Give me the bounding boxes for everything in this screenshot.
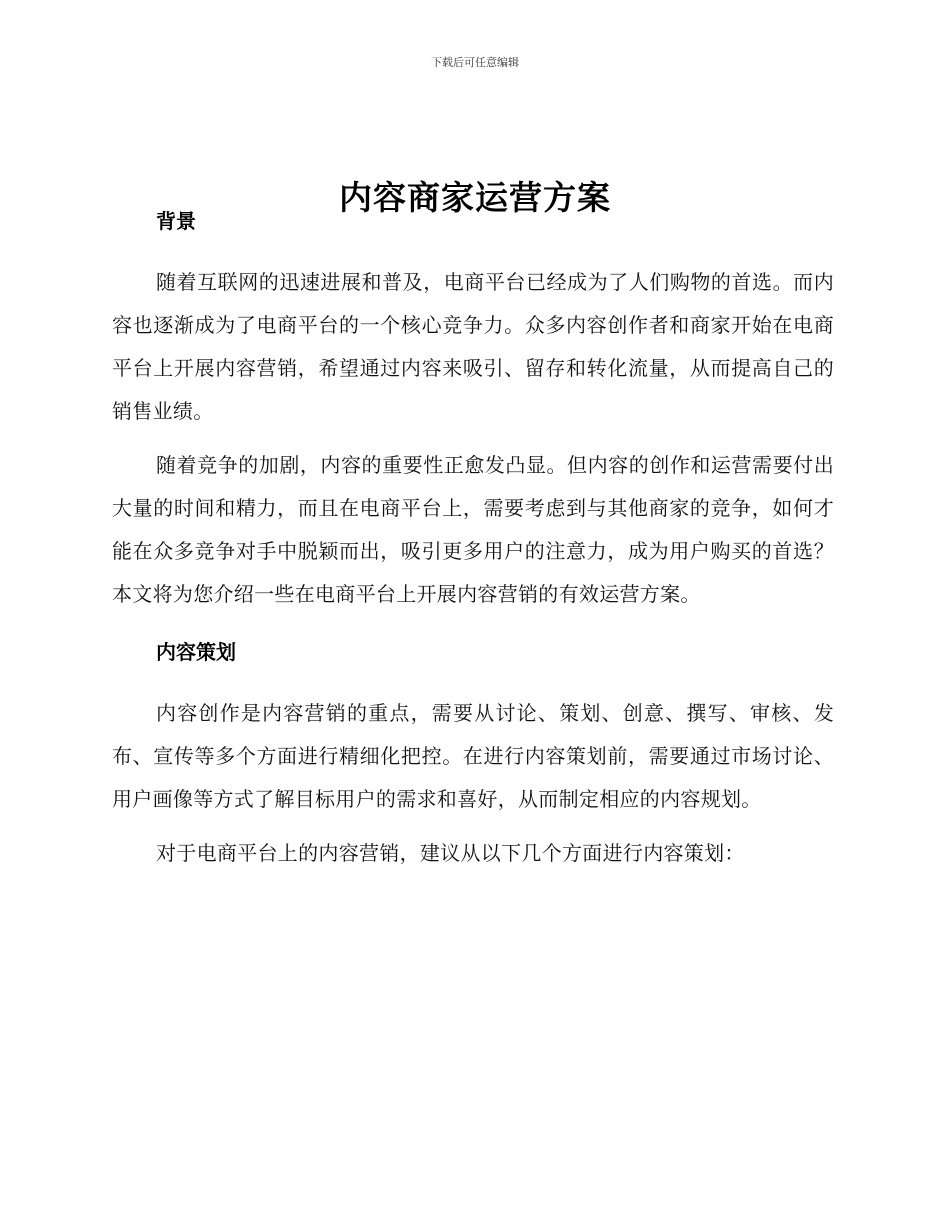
document-title: 内容商家运营方案 xyxy=(339,178,611,218)
paragraph-background-2: 随着竞争的加剧，内容的重要性正愈发凸显。但内容的创作和运营需要付出大量的时间和精力，而且在电商平台上，需要考虑到与其他商家的竞争，如何才能在众多竞争对手中脱颖而出，吸引更多用户的注意力，成为用户购买的首选？本文将为您介绍一些在电商平台上开展内容营销的有效运营方案。 xyxy=(112,453,834,606)
paragraph-content-planning-2: 对于电商平台上的内容营销，建议从以下几个方面进行内容策划： xyxy=(156,841,745,865)
section-heading-background: 背景 xyxy=(156,209,196,233)
paragraph-content-planning-1: 内容创作是内容营销的重点，需要从讨论、策划、创意、撰写、审核、发布、宣传等多个方面进行精细化把控。在进行内容策划前，需要通过市场讨论、用户画像等方式了解目标用户的需求和喜好，从而制定相应的内容规划。 xyxy=(112,701,834,811)
page-header-note: 下载后可任意编辑 xyxy=(431,56,519,69)
paragraph-background-1: 随着互联网的迅速进展和普及，电商平台已经成为了人们购物的首选。而内容也逐渐成为了电商平台的一个核心竞争力。众多内容创作者和商家开始在电商平台上开展内容营销，希望通过内容来吸引、留存和转化流量，从而提高自己的销售业绩。 xyxy=(112,270,834,423)
section-heading-content-planning: 内容策划 xyxy=(156,640,236,664)
document-body xyxy=(112,205,834,875)
